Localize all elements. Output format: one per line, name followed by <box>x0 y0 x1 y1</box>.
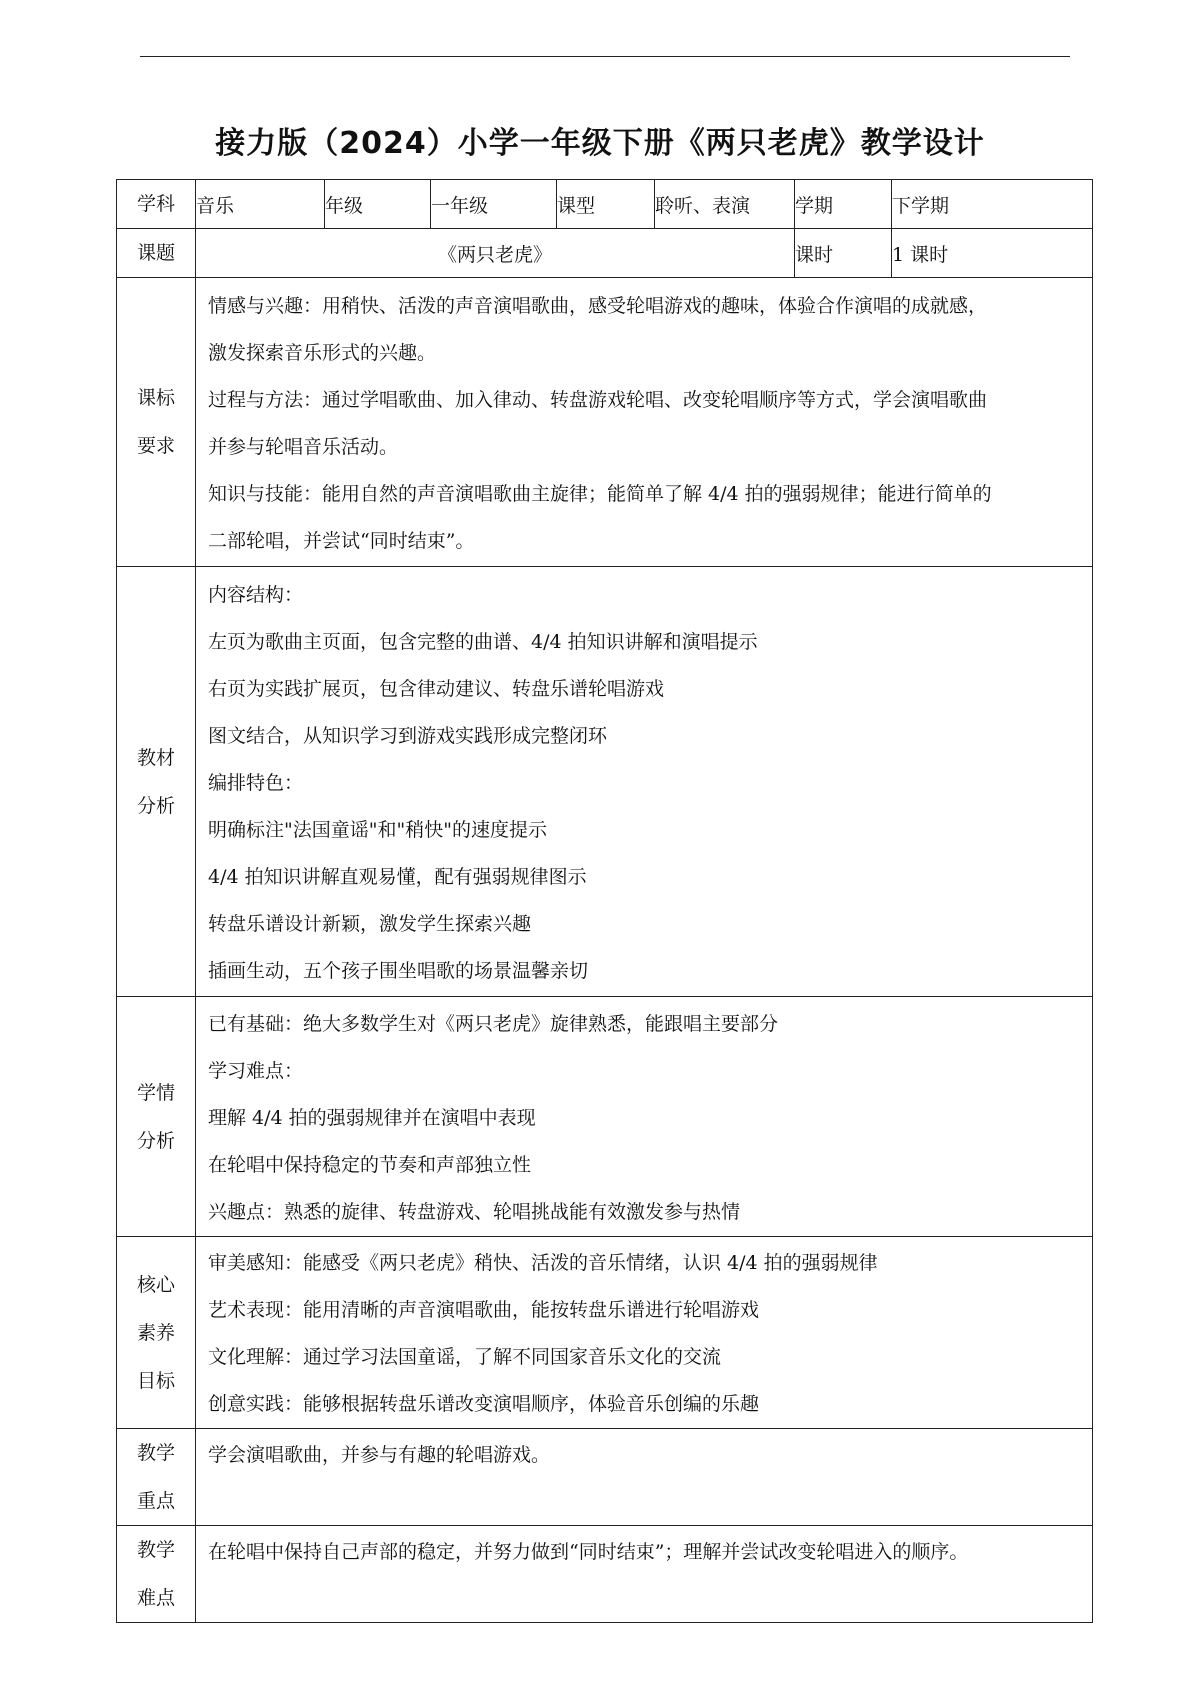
students-content <box>196 997 1093 1237</box>
literacy-label-line: 素养 <box>136 1321 175 1344</box>
literacy-line: 艺术表现：能用清晰的声音演唱歌曲，能按转盘乐谱进行轮唱游戏 <box>208 1299 760 1321</box>
difficulties-content <box>196 1526 1093 1623</box>
topic-value: 《两只老虎》 <box>196 229 795 278</box>
textbook-label-line: 分析 <box>136 794 175 817</box>
textbook-line: 右页为实践扩展页，包含律动建议、转盘乐谱轮唱游戏 <box>208 677 665 700</box>
textbook-line: 左页为歌曲主页面，包含完整的曲谱、4/4 拍知识讲解和演唱提示 <box>208 630 758 653</box>
textbook-label <box>117 567 196 997</box>
textbook-line: 编排特色： <box>208 771 304 794</box>
section-curriculum <box>117 278 1093 567</box>
difficulties-line: 在轮唱中保持自己声部的稳定，并努力做到“同时结束”；理解并尝试改变轮唱进入的顺序。 <box>208 1541 969 1563</box>
curriculum-line: 并参与轮唱音乐活动。 <box>208 435 399 458</box>
students-line: 在轮唱中保持稳定的节奏和声部独立性 <box>208 1153 532 1176</box>
hours-value: 1 课时 <box>892 229 1093 278</box>
literacy-line: 审美感知：能感受《两只老虎》稍快、活泼的音乐情绪，认识 4/4 拍的强弱规律 <box>208 1252 878 1274</box>
textbook-label-line: 教材 <box>136 746 175 769</box>
term-value: 下学期 <box>892 180 1093 229</box>
students-line: 学习难点： <box>208 1059 304 1082</box>
key-points-content <box>196 1429 1093 1526</box>
type-label: 课型 <box>557 180 655 229</box>
type-value: 聆听、表演 <box>655 180 795 229</box>
term-label: 学期 <box>795 180 892 229</box>
curriculum-label-line: 课标 <box>136 387 175 409</box>
key-points-line: 学会演唱歌曲，并参与有趣的轮唱游戏。 <box>208 1444 551 1466</box>
textbook-line: 明确标注"法国童谣"和"稍快"的速度提示 <box>208 818 547 841</box>
key-points-label-line: 教学 <box>136 1442 175 1464</box>
document-title: 接力版（2024）小学一年级下册《两只老虎》教学设计 <box>215 126 985 161</box>
key-points-label <box>117 1429 196 1526</box>
students-label-line: 学情 <box>136 1081 175 1104</box>
curriculum-line: 情感与兴趣：用稍快、活泼的声音演唱歌曲，感受轮唱游戏的趣味，体验合作演唱的成就感， <box>208 294 988 317</box>
textbook-line: 图文结合，从知识学习到游戏实践形成完整闭环 <box>208 724 608 747</box>
students-label <box>117 997 196 1237</box>
section-literacy <box>117 1237 1093 1429</box>
curriculum-line: 知识与技能：能用自然的声音演唱歌曲主旋律；能简单了解 4/4 拍的强弱规律；能进行简单的 <box>208 482 992 505</box>
section-textbook <box>117 567 1093 997</box>
students-line: 已有基础：绝大多数学生对《两只老虎》旋律熟悉，能跟唱主要部分 <box>208 1012 779 1035</box>
grade-value: 一年级 <box>431 180 557 229</box>
curriculum-line: 二部轮唱，并尝试“同时结束”。 <box>208 529 475 552</box>
subject-label: 学科 <box>117 180 196 229</box>
students-line: 理解 4/4 拍的强弱规律并在演唱中表现 <box>208 1106 536 1129</box>
textbook-line: 转盘乐谱设计新颖，激发学生探索兴趣 <box>208 912 532 935</box>
info-row <box>117 180 1093 229</box>
literacy-content <box>196 1237 1093 1429</box>
curriculum-line: 过程与方法：通过学唱歌曲、加入律动、转盘游戏轮唱、改变轮唱顺序等方式，学会演唱歌曲 <box>208 388 988 411</box>
difficulties-label-line: 教学 <box>136 1539 175 1561</box>
topic-row <box>117 229 1093 278</box>
subject-value: 音乐 <box>196 180 325 229</box>
lesson-plan-table <box>116 179 1093 1623</box>
key-points-label-line: 重点 <box>136 1490 175 1512</box>
grade-label: 年级 <box>325 180 431 229</box>
literacy-label <box>117 1237 196 1429</box>
topic-label: 课题 <box>117 229 196 278</box>
literacy-line: 文化理解：通过学习法国童谣，了解不同国家音乐文化的交流 <box>208 1346 722 1368</box>
section-key-points <box>117 1429 1093 1526</box>
literacy-line: 创意实践：能够根据转盘乐谱改变演唱顺序，体验音乐创编的乐趣 <box>208 1393 760 1415</box>
textbook-line: 插画生动，五个孩子围坐唱歌的场景温馨亲切 <box>208 959 589 982</box>
literacy-label-line: 目标 <box>136 1369 175 1392</box>
students-line: 兴趣点：熟悉的旋律、转盘游戏、轮唱挑战能有效激发参与热情 <box>208 1200 741 1223</box>
textbook-line: 4/4 拍知识讲解直观易懂，配有强弱规律图示 <box>208 865 587 888</box>
curriculum-line: 激发探索音乐形式的兴趣。 <box>208 341 437 364</box>
textbook-content <box>196 567 1093 997</box>
difficulties-label <box>117 1526 196 1623</box>
section-students <box>117 997 1093 1237</box>
literacy-label-line: 核心 <box>136 1273 175 1296</box>
textbook-line: 内容结构： <box>208 583 304 606</box>
header-rule <box>140 56 1070 57</box>
curriculum-content <box>196 278 1093 567</box>
curriculum-label <box>117 278 196 567</box>
difficulties-label-line: 难点 <box>136 1587 175 1609</box>
curriculum-label-line: 要求 <box>136 435 175 457</box>
section-difficulties <box>117 1526 1093 1623</box>
students-label-line: 分析 <box>136 1129 175 1152</box>
hours-label: 课时 <box>795 229 892 278</box>
